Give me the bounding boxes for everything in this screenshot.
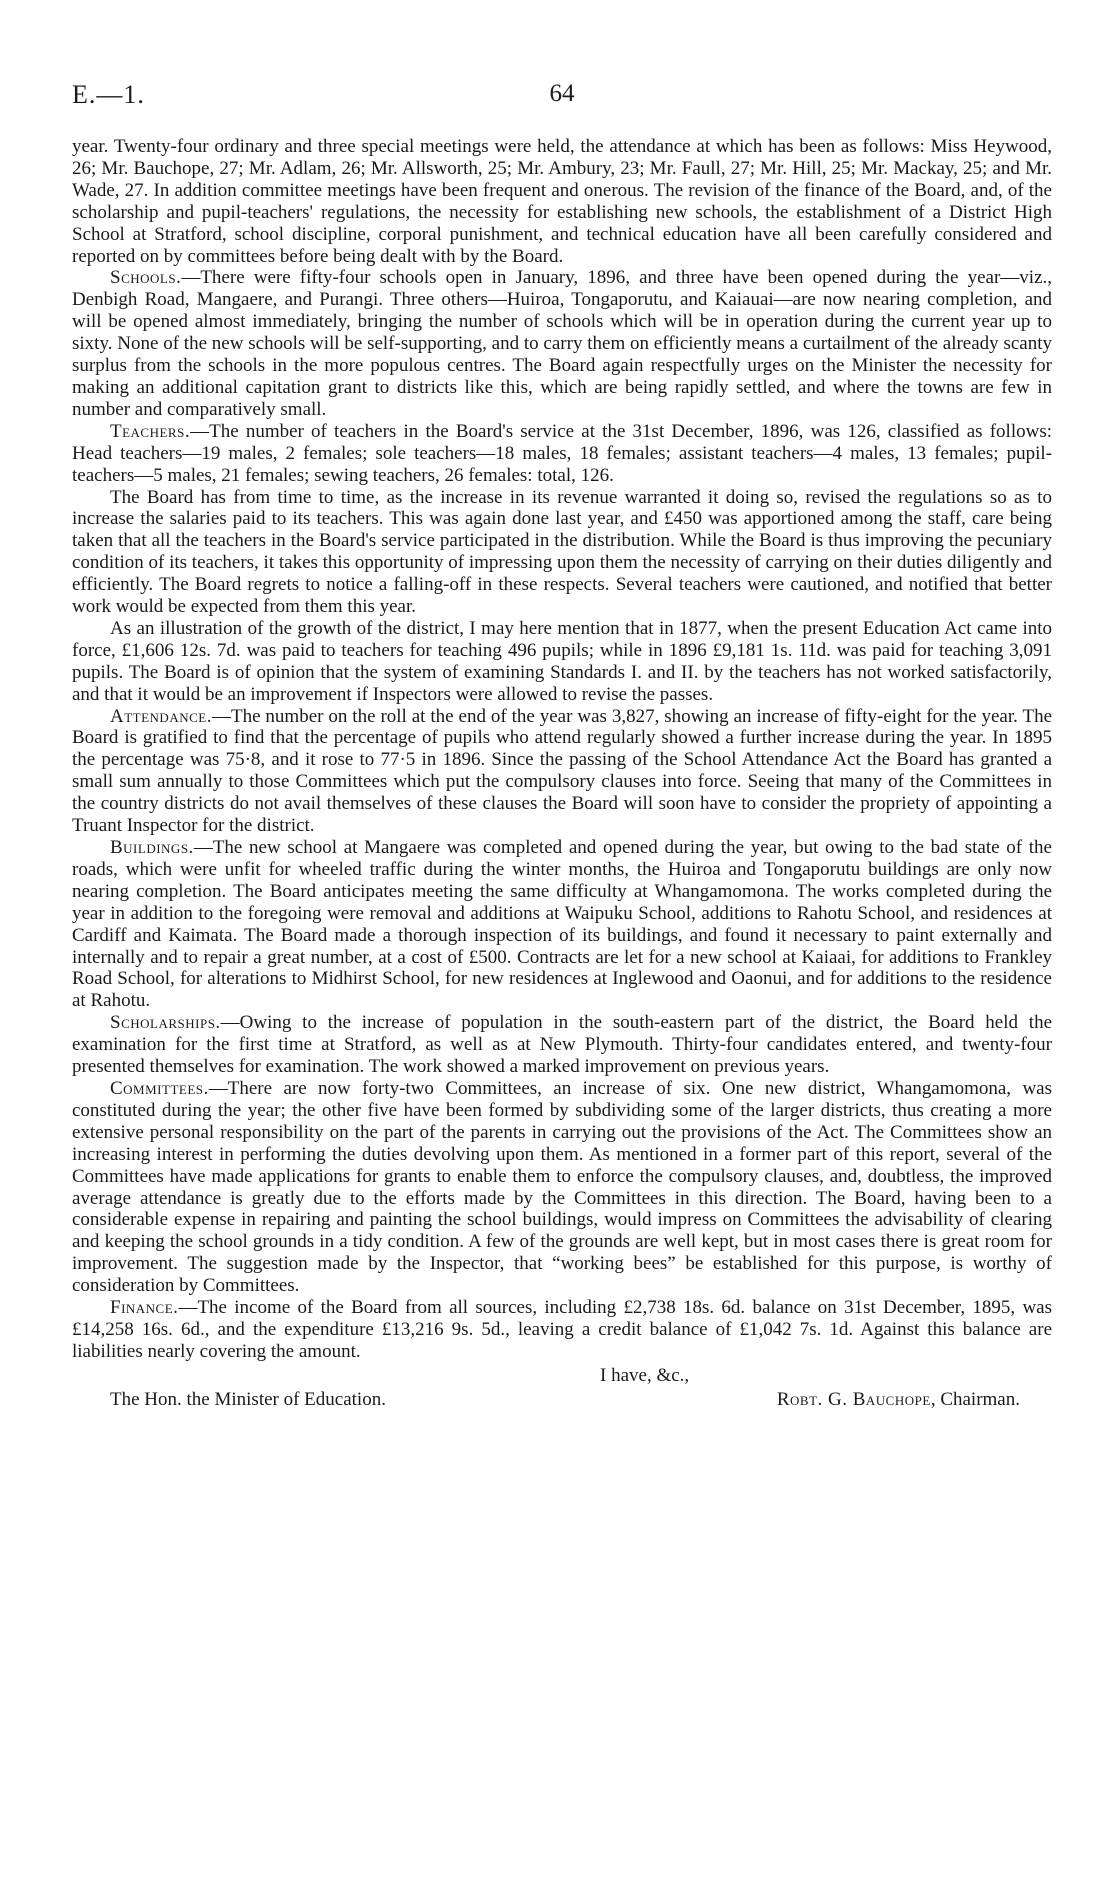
paragraph-buildings [72,837,1052,1012]
paragraph-text: The Board has from time to time, as the increase in its revenue warranted it doing so, revised the regulations so as to increase the salaries paid to its teachers. This was again done last year, and £450 was apportioned among the staff, care being taken that all the teachers in the Board's service participated in the distribution. While the Board is thus improving the pecuniary condition of its teachers, it takes this opportunity of impressing upon them the necessity of carrying on their duties diligently and efficiently. The Board regrets to notice a falling-off in these respects. Several teachers were cautioned, and notified that better work would be expected from them this year. [72,486,1052,618]
paragraph-text: —The number of teachers in the Board's service at the 31st December, 1896, was 126, classified as follows: Head teachers—19 males, 2 females; sole teachers—18 males, 18 females; assistant teachers—4 males, 13 females; pupil-teachers—5 males, 21 females; sewing teachers, 26 females: total, 126. [72,420,1052,486]
signature-name: Robt. G. Bauchope [776,1388,931,1410]
signature-title: , Chairman. [930,1388,1020,1410]
addressee: The Hon. the Minister of Education. [110,1388,386,1410]
section-heading-buildings: Buildings. [110,837,194,858]
paragraph-text: —The new school at Mangaere was completed and opened during the year, but owing to the bad state of the roads, which were unfit for wheeled traffic during the winter months, the Huiroa and Tongaporutu buildings are only now nearing completion. The Board anticipates meeting the same difficulty at Whangamomona. The works completed during the year in addition to the foregoing were removal and additions at Waipuku School, additions to Rahotu School, and residences at Cardiff and Kaimata. The Board made a thorough inspection of its buildings, and found it necessary to paint externally and internally and to repair a great number, at a cost of £500. Contracts are let for a new school at Kaiaai, for additions to Frankley Road School, for alterations to Midhirst School, for new residences at Inglewood and Oaonui, and for additions to the residence at Rahotu. [72,837,1052,1012]
signature [777,1389,1020,1411]
paragraph-text: year. Twenty-four ordinary and three special meetings were held, the attendance at which has been as follows: Miss Heywood, 26; Mr. Bauchope, 27; Mr. Adlam, 26; Mr. Allsworth, 25; Mr. Ambury, 23; Mr. Faull, 27; Mr. Hill, 25; Mr. Mackay, 25; and Mr. Wade, 27. In addition committee meetings have been frequent and onerous. The revision of the finance of the Board, and, of the scholarship and pupil-teachers' regulations, the necessity for establishing new schools, the establishment of a District High School at Stratford, school discipline, corporal punishment, and technical education have all been carefully considered and reported on by committees before being dealt with by the Board. [72,136,1052,267]
paragraph-text: —The number on the roll at the end of the year was 3,827, showing an increase of fifty-eight for the year. The Board is gratified to find that the percentage of pupils who attend regularly showed a further increase during the year. In 1895 the percentage was 75·8, and it rose to 77·5 in 1896. Since the passing of the School Attendance Act the Board has granted a small sum annually to those Committees which put the compulsory clauses into force. Seeing that many of the Committees in the country districts do not avail themselves of these clauses the Board will soon have to consider the propriety of appointing a Truant Inspector for the district. [72,705,1052,837]
paragraph-text: —The income of the Board from all sources, including £2,738 18s. 6d. balance on 31st December, 1895, was £14,258 16s. 6d., and the expenditure £13,216 9s. 5d., leaving a credit balance of £1,042 7s. 1d. Against this balance are liabilities nearly covering the amount. [72,1297,1052,1362]
letter-closing [72,1365,1052,1415]
report-code: E.—1. [72,80,145,109]
section-heading-committees: Committees. [110,1077,209,1099]
section-heading-attendance: Attendance. [110,705,212,727]
page-number: 64 [549,80,575,107]
paragraph-text: —Owing to the increase of population in the south-eastern part of the district, the Board held the examination for the first time at Stratford, as well as at New Plymouth. Thirty-four candidates entered, and twenty-four presented themselves for examination. The work showed a marked improvement on previous years. [72,1012,1052,1078]
paragraph-text: —There were fifty-four schools open in January, 1896, and three have been opened during the year—viz., Denbigh Road, Mangaere, and Purangi. Three others—Huiroa, Tongaporutu, and Kaiauai—are now nearing completion, and will be opened almost immediately, bringing the number of schools which will be in operation during the current year up to sixty. None of the new schools will be self-supporting, and to carry them on efficiently means a curtailment of the already scanty surplus from the schools in the more populous centres. The Board again respectfully urges on the Minister the necessity for making an additional capitation grant to districts like this, which are being rapidly settled, and where the towns are few in number and comparatively small. [72,267,1052,420]
paragraph-text: As an illustration of the growth of the district, I may here mention that in 1877, when the present Education Act came into force, £1,606 12s. 7d. was paid to teachers for teaching 496 pupils; while in 1896 £9,181 1s. 11d. was paid for teaching 3,091 pupils. The Board is of opinion that the system of examining Standards I. and II. by the teachers has not worked satisfactorily, and that it would be an improvement if Inspectors were allowed to revise the passes. [72,617,1052,705]
report-body [72,136,1052,1415]
paragraph-schools [72,267,1052,420]
paragraph-attendance [72,706,1052,837]
paragraph-finance [72,1297,1052,1363]
paragraph-district-growth [72,618,1052,706]
page-header [72,80,1052,120]
paragraph-teachers [72,421,1052,487]
section-heading-schools: Schools. [110,267,182,289]
section-heading-finance: Finance. [110,1297,179,1319]
section-heading-teachers: Teachers. [110,420,191,442]
paragraph-board-meetings [72,136,1052,267]
paragraph-text: —There are now forty-two Committees, an increase of six. One new district, Whangamomona, was constituted during the year; the other five have been formed by subdividing some of the larger districts, thus creating a more extensive personal responsibility on the part of the parents in carrying out the provisions of the Act. The Committees show an increasing interest in performing the duties devolving upon them. As mentioned in a former part of this report, several of the Committees have made applications for grants to enable them to enforce the compulsory clauses, and, doubtless, the improved average attendance is greatly due to the efforts made by the Committees in this direction. The Board, having been to a considerable expense in repairing and painting the school buildings, would impress on Committees the advisability of clearing and keeping the school grounds in a tidy condition. A few of the grounds are well kept, but in most cases there is great room for improvement. The suggestion made by the Inspector, that “working bees” be established for this purpose, is worthy of consideration by Committees. [72,1077,1052,1297]
paragraph-teacher-salaries [72,487,1052,618]
closing-salutation: I have, &c., [600,1364,690,1386]
paragraph-scholarships [72,1012,1052,1078]
paragraph-committees [72,1078,1052,1297]
section-heading-scholarships: Scholarships. [110,1012,221,1034]
